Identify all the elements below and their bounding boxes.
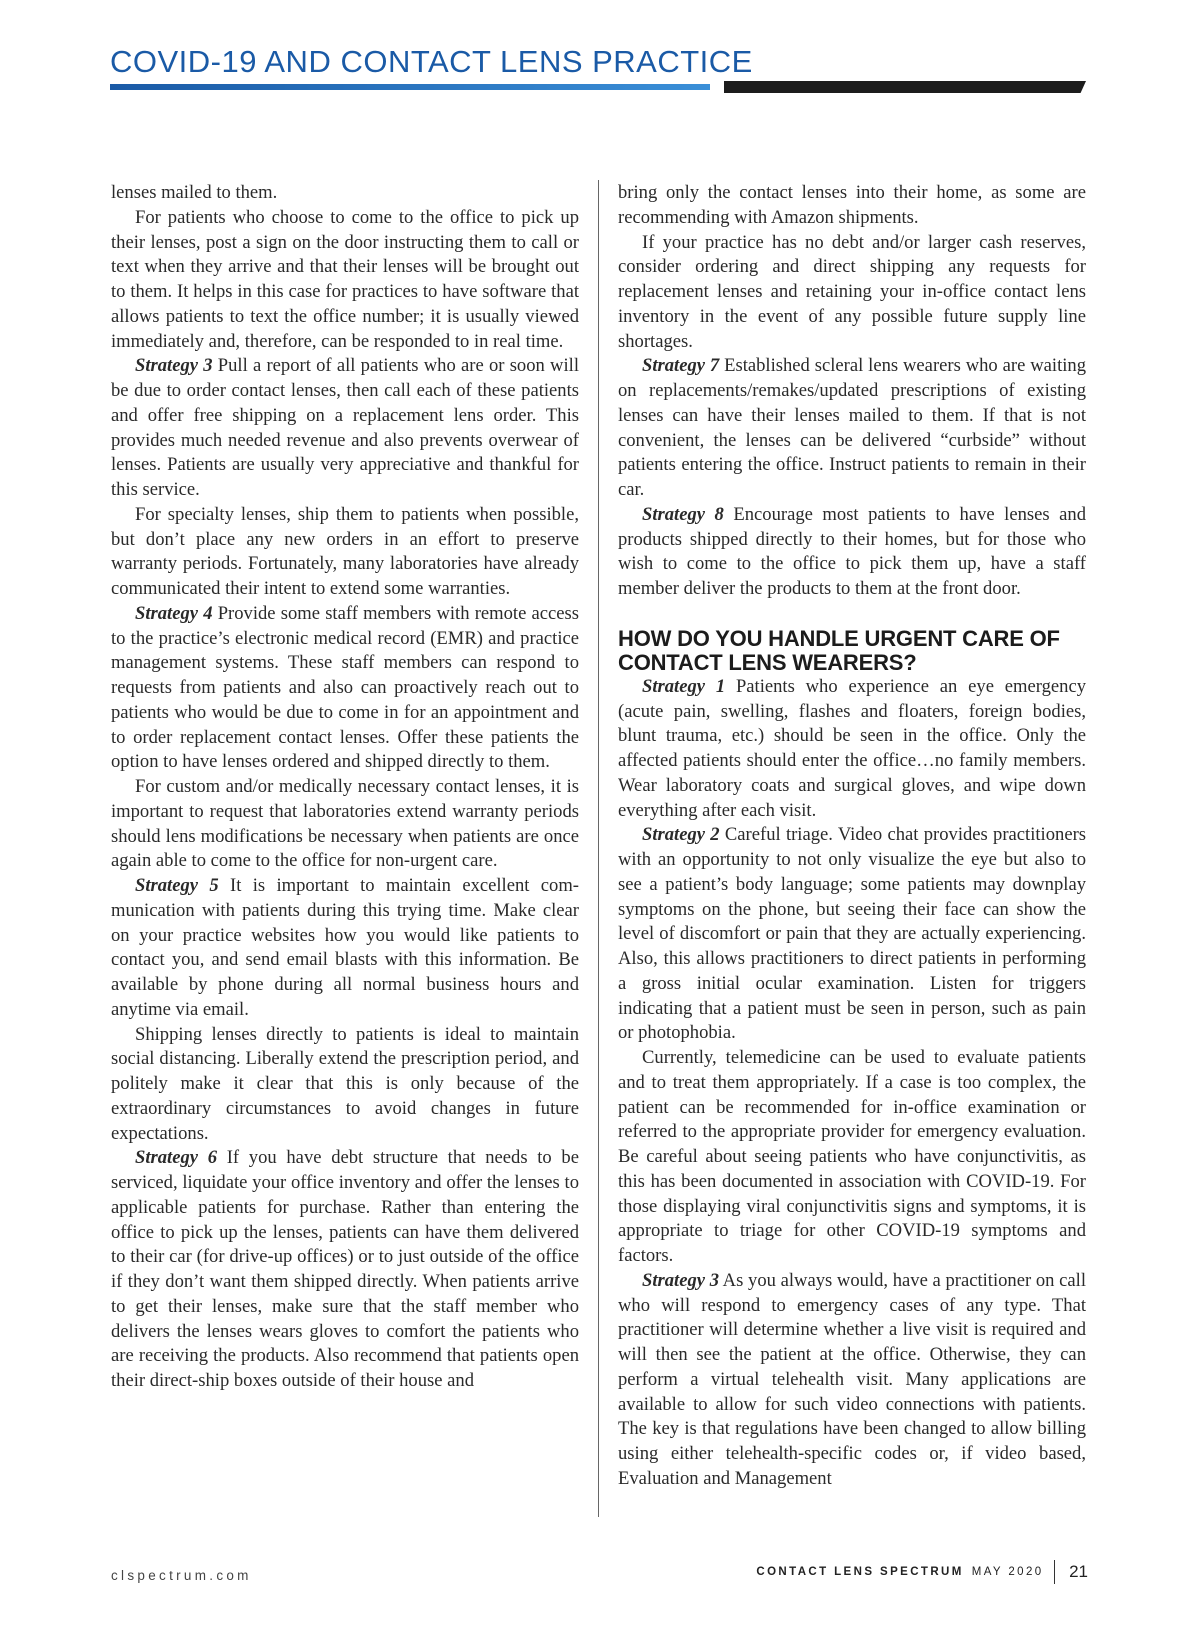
right-column [618, 181, 1086, 1492]
paragraph-text: Careful triage. Video chat provides practitioners with an opportunity to not only visualize the eye but also to see a patient’s body language; some patients may downplay symptoms on the phone, but seeing their face can show the level of discomfort or pain that they are actually experiencing. Also, this allows practitioners to direct patients in performing a gross initial ocular examination. Listen for triggers indicating that a patient must be seen in person, such as pain or photophobia. [618, 824, 1086, 1044]
paragraph: bring only the contact lenses into their home, as some are recommending with Amazon shipments. [618, 182, 1086, 228]
paragraph: For specialty lenses, ship them to patients when possible, but don’t place any new orders in an effort to preserve warranty periods. Fortunately, many laboratories have already communicated their intent to extend some warranties. [111, 503, 579, 599]
paragraph: Shipping lenses directly to patients is ideal to maintain social distancing. Liberally extend the prescription period, and politely make it clear that this is only because of the extraordinary circumstances to avoid changes in future expectations. [111, 1023, 579, 1144]
paragraph: If your practice has no debt and/or larger cash reserves, consider ordering and direct shipping any requests for replacement lenses and retaining your in-office contact lens inventory in the event of any possible future supply line shortages. [618, 231, 1086, 352]
footer-issue-date: MAY 2020 [971, 1566, 1044, 1578]
strategy-label: Strategy 7 [642, 355, 720, 377]
paragraph [618, 503, 1086, 602]
paragraph [111, 354, 579, 503]
paragraph [111, 1146, 579, 1394]
paragraph [618, 1269, 1086, 1492]
strategy-label: Strategy 3 [135, 355, 213, 377]
paragraph-text: Provide some staff members with remote access to the practice’s electronic medical record (EMR) and practice management systems. These staff members can respond to requests from patients and also can proactively reach out to patients who would be due to come in for an appointment and to order replacement contact lenses. Offer these patients the option to have lenses ordered and shipped directly to them. [111, 602, 579, 773]
strategy-label: Strategy 8 [642, 503, 724, 525]
paragraph-text: Established scleral lens wearers who are waiting on replacements/remakes/updated prescriptions of existing lenses can have their lenses mailed to them. If that is not convenient, the lenses can be delivered “curbside” without patients entering the office. Instruct patients to remain in their car. [618, 355, 1086, 500]
left-column [111, 181, 579, 1394]
paragraph-text: Encourage most patients to have lenses and products shipped directly to their homes, but for those who wish to come to the office to pick them up, have a staff member deliver the products to them at the front door. [618, 503, 1086, 599]
paragraph [618, 823, 1086, 1046]
strategy-label: Strategy 3 [642, 1269, 719, 1291]
header-rule-black [724, 81, 1086, 93]
strategy-label: Strategy 2 [642, 824, 720, 846]
paragraph: For custom and/or medically necessary contact lenses, it is important to request that laboratories extend warranty periods should lens modifications be necessary when patients are once again able to come to the office for non-urgent care. [111, 776, 579, 872]
strategy-label: Strategy 1 [642, 675, 726, 697]
page-number: 21 [1069, 1562, 1088, 1581]
paragraph [111, 874, 579, 1023]
paragraph: lenses mailed to them. [111, 182, 278, 203]
strategy-label: Strategy 4 [135, 602, 213, 624]
header-rule-blue [110, 84, 710, 90]
section-heading: HOW DO YOU HANDLE URGENT CARE OF CONTACT LENS WEARERS? [618, 625, 1060, 675]
footer-website: clspectrum.com [111, 1568, 252, 1583]
strategy-label: Strategy 6 [135, 1147, 218, 1169]
paragraph: Currently, telemedicine can be used to evaluate patients and to treat them appropriately. If a case is too complex, the patient can be recommended for in-office examination or referred to the appropriate provider for emergency evaluation. Be careful about seeing patients who have conjunctivitis, as this has been documented in association with COVID-19. For those displaying viral conjunctivitis signs and symptoms, it is appropriate to triage for other COVID-19 symptoms and factors. [618, 1047, 1086, 1266]
paragraph: For patients who choose to come to the office to pick up their lenses, post a sign on the door instructing them to call or text when they arrive and that their lenses will be brought out to them. It helps in this case for practices to have software that allows patients to text the office number; it is usually viewed immediately and, therefore, can be responded to in real time. [111, 206, 579, 352]
footer-magazine-name: CONTACT LENS SPECTRUM [756, 1566, 964, 1578]
paragraph [618, 354, 1086, 503]
strategy-label: Strategy 5 [135, 875, 219, 896]
paragraph-text: As you always would, have a practitioner on call who will respond to emergency cases of any type. That practitioner will determine whether a live visit is required and will then see the patient at the office. Otherwise, they can perform a virtual telehealth visit. Many applications are available to allow for such video connections with patients. The key is that regulations have been changed to allow billing using either telehealth-specific codes or, if video based, Evaluation and Management [618, 1269, 1086, 1489]
paragraph [618, 675, 1086, 824]
paragraph-text: Pull a report of all patients who are or soon will be due to order contact lenses, then call each of these patients and offer free shipping on a replacement lens order. This provides much needed revenue and also prevents overwear of lenses. Patients are usually very appreciative and thankful for this service. [111, 355, 579, 500]
paragraph-text: If you have debt structure that needs to be serviced, liquidate your office inventory and offer the lenses to applicable patients for purchase. Rather than entering the office to pick up the lenses, patients can have them delivered to their car (for drive-up offices) or to just outside of the office if they don’t want them shipped directly. When patients arrive to get their lenses, make sure that the staff member who delivers the lenses wears gloves to comfort the patients who are receiving the products. Also recommend that patients open their direct-ship boxes outside of their house and [111, 1147, 579, 1391]
paragraph-text: It is important to maintain excellent communication with patients during this trying time. Make clear on your practice websites how you would like patients to contact you, and send email blasts with this information. Be available by phone during all normal business hours and anytime via email. [111, 875, 579, 1020]
footer-publication [756, 1560, 1088, 1584]
paragraph-text: Patients who experience an eye emergency (acute pain, swelling, flashes and floaters, foreign bodies, blunt trauma, etc.) should be seen in the office. Only the affected patients should enter the office…no family members. Wear laboratory coats and surgical gloves, and wipe down everything after each visit. [618, 675, 1086, 821]
footer-divider [1054, 1560, 1056, 1584]
paragraph [111, 602, 579, 775]
section-title: COVID-19 AND CONTACT LENS PRACTICE [110, 44, 753, 79]
column-divider [598, 180, 599, 1517]
